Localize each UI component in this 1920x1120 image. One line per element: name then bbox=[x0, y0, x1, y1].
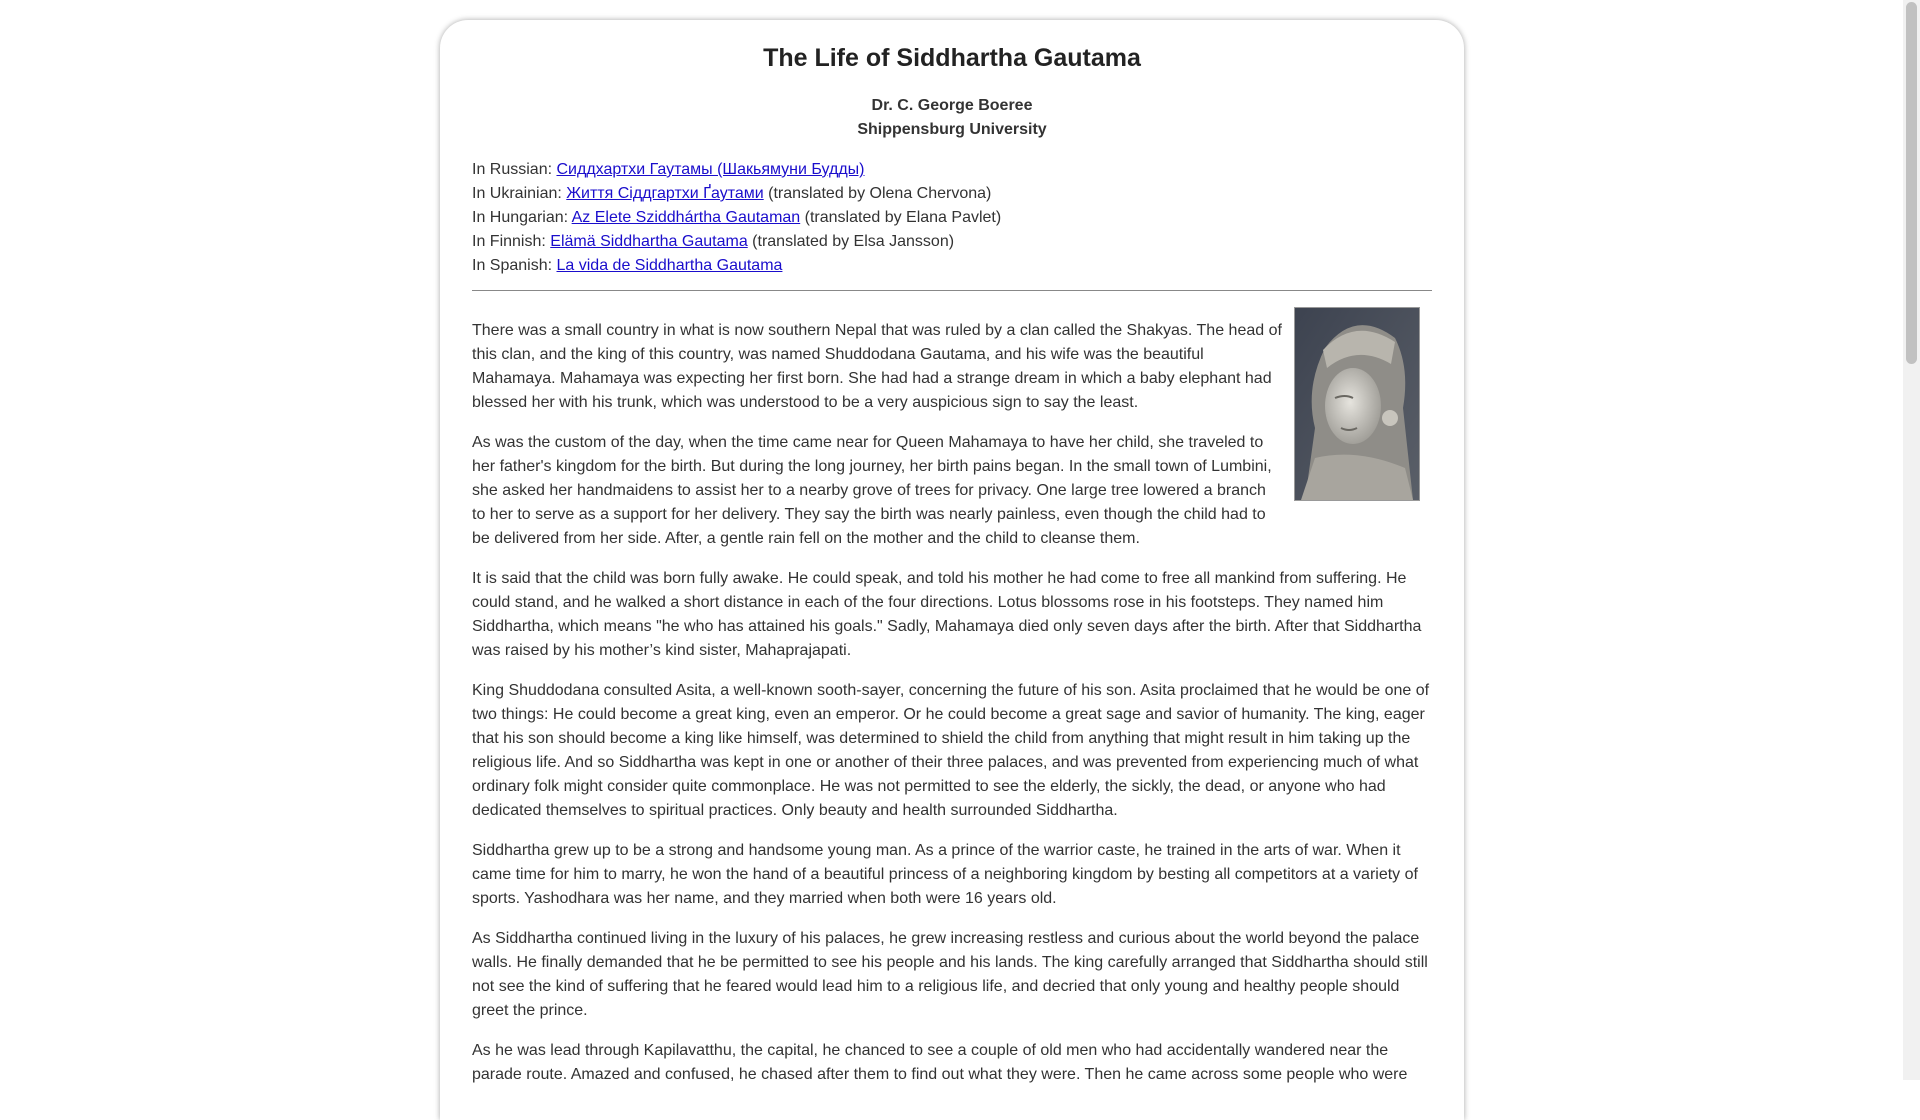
translation-ukrainian: In Ukrainian: Життя Сіддгартхи Ґаутами (translated by Olena Chervona) bbox=[472, 185, 992, 202]
page-title: The Life of Siddhartha Gautama bbox=[763, 44, 1141, 72]
paragraph: There was a small country in what is now southern Nepal that was ruled by a clan called the Shakyas. The head of this clan, and the king of this country, was named Shuddodana Gautama, and his wife was the beautiful Mahamaya. Mahamaya was expecting her first born. She had had a strange dream in which a baby elephant had blessed her with his trunk, which was understood to be a very auspicious sign to say the least. bbox=[472, 322, 1282, 411]
article-page bbox=[440, 20, 1464, 1120]
paragraph: King Shuddodana consulted Asita, a well-known sooth-sayer, concerning the future of his son. Asita proclaimed that he would be one of two things: He could become a great king, even an emperor. Or he could become a great sage and savior of humanity. The king, eager that his son should become a king like himself, was determined to shield the child from anything that might result in him taking up the religious life. And so Siddhartha was kept in one or another of their three palaces, and was prevented from experiencing much of what ordinary folk might consider quite commonplace. He was not permitted to see the elderly, the sickly, the dead, or anyone who had dedicated themselves to spiritual practices. Only beauty and health surrounded Siddhartha. bbox=[472, 682, 1430, 819]
paragraph: Siddhartha grew up to be a strong and handsome young man. As a prince of the warrior caste, he trained in the arts of war. When it came time for him to marry, he won the hand of a beautiful princess of a neighboring kingdom by besting all competitors at a variety of sports. Yashodhara was her name, and they married when both were 16 years old. bbox=[472, 842, 1418, 907]
vertical-scrollbar[interactable] bbox=[1903, 0, 1920, 1080]
paragraph: As was the custom of the day, when the time came near for Queen Mahamaya to have her child, she traveled to her father's kingdom for the birth. But during the long journey, her birth pains began. In the small town of Lumbini, she asked her handmaidens to assist her to a nearby grove of trees for privacy. One large tree lowered a branch to her to serve as a support for her delivery. They say the birth was nearly painless, even though the child had to be delivered from her side. After, a gentle rain fell on the mother and the child to cleanse them. bbox=[472, 434, 1272, 547]
author-name: Dr. C. George Boeree bbox=[871, 97, 1033, 114]
translation-russian: In Russian: Сиддхартхи Гаутамы (Шакьямуни Будды) bbox=[472, 161, 865, 178]
scrollbar-thumb[interactable] bbox=[1906, 2, 1917, 364]
author-block bbox=[472, 94, 1432, 142]
paragraph: As he was lead through Kapilavatthu, the capital, he chanced to see a couple of old men who had accidentally wandered near the parade route. Amazed and confused, he chased after them to find out what they were. Then he came across some people who were bbox=[472, 1042, 1408, 1083]
buddha-statue-image bbox=[1294, 307, 1420, 501]
translation-spanish: In Spanish: La vida de Siddhartha Gautama bbox=[472, 257, 783, 274]
translation-hungarian: In Hungarian: Az Elete Sziddhártha Gautaman (translated by Elana Pavlet) bbox=[472, 209, 1002, 226]
translations-list bbox=[472, 158, 1432, 278]
paragraph: It is said that the child was born fully awake. He could speak, and told his mother he had come to free all mankind from suffering. He could stand, and he walked a short distance in each of the four directions. Lotus blossoms rose in his footsteps. They named him Siddhartha, which means "he who has attained his goals." Sadly, Mahamaya died only seven days after the birth. After that Siddhartha was raised by his mother’s kind sister, Mahaprajapati. bbox=[472, 570, 1422, 659]
translation-link-finnish[interactable]: Elämä Siddhartha Gautama bbox=[550, 233, 748, 250]
paragraph: As Siddhartha continued living in the luxury of his palaces, he grew increasing restless and curious about the world beyond the palace walls. He finally demanded that he be permitted to see his people and his lands. The king carefully arranged that Siddhartha should still not see the kind of suffering that he feared would lead him to a religious life, and decried that only young and healthy people should greet the prince. bbox=[472, 930, 1428, 1019]
author-affiliation: Shippensburg University bbox=[857, 121, 1047, 138]
translation-link-russian[interactable]: Сиддхартхи Гаутамы (Шакьямуни Будды) bbox=[556, 161, 865, 178]
article-body bbox=[472, 319, 1432, 1087]
translation-link-spanish[interactable]: La vida de Siddhartha Gautama bbox=[556, 257, 783, 274]
translation-link-ukrainian[interactable]: Життя Сіддгартхи Ґаутами bbox=[566, 185, 764, 202]
translation-link-hungarian[interactable]: Az Elete Sziddhártha Gautaman bbox=[571, 209, 801, 226]
translation-finnish: In Finnish: Elämä Siddhartha Gautama (translated by Elsa Jansson) bbox=[472, 233, 955, 250]
section-divider bbox=[472, 290, 1432, 291]
